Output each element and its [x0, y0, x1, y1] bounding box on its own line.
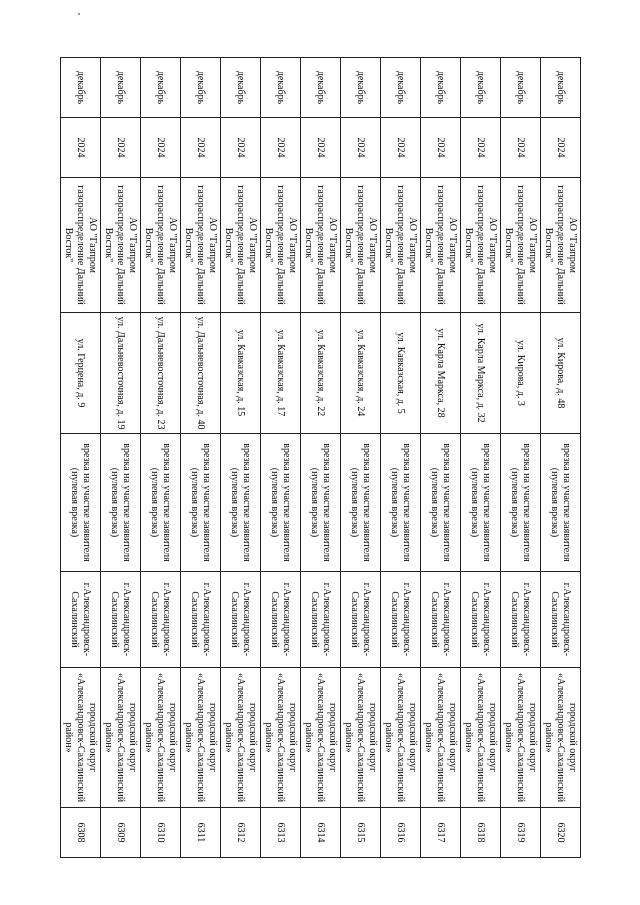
cell-district: городской округ «Александровск-Сахалинский район» — [461, 668, 501, 808]
cell-work-type: врезка на участке заявителя (нулевая врезка) — [221, 434, 261, 572]
table-row — [341, 58, 381, 858]
cell-organization: АО "Газпром газораспределение Дальний Восток" — [301, 178, 341, 313]
cell-address: ул. Кавказская, д. 15 — [221, 313, 261, 434]
cell-address: ул. Карла Маркса, д. 32 — [461, 313, 501, 434]
cell-year: 2024 — [261, 118, 301, 178]
cell-year: 2024 — [61, 118, 101, 178]
cell-number: 6312 — [221, 808, 261, 858]
cell-month: декабрь — [461, 58, 501, 118]
cell-address: ул. Кавказская, д. 24 — [341, 313, 381, 434]
cell-number: 6320 — [541, 808, 581, 858]
cell-district: городской округ «Александровск-Сахалинский район» — [541, 668, 581, 808]
cell-month: декабрь — [141, 58, 181, 118]
cell-address: ул. Карла Маркса, 28 — [421, 313, 461, 434]
table-row — [141, 58, 181, 858]
cell-work-type: врезка на участке заявителя (нулевая врезка) — [261, 434, 301, 572]
cell-address: ул. Дальневосточная, д. 40 — [181, 313, 221, 434]
cell-number: 6313 — [261, 808, 301, 858]
table-row — [421, 58, 461, 858]
cell-work-type: врезка на участке заявителя (нулевая врезка) — [541, 434, 581, 572]
cell-settlement: г.Александровск-Сахалинский — [181, 572, 221, 668]
cell-month: декабрь — [221, 58, 261, 118]
cell-address: ул. Дальневосточная, д. 19 — [101, 313, 141, 434]
cell-number: 6317 — [421, 808, 461, 858]
cell-organization: АО "Газпром газораспределение Дальний Восток" — [381, 178, 421, 313]
cell-year: 2024 — [501, 118, 541, 178]
cell-settlement: г.Александровск-Сахалинский — [221, 572, 261, 668]
cell-address: ул. Кирова, д. 48 — [541, 313, 581, 434]
cell-organization: АО "Газпром газораспределение Дальний Восток" — [181, 178, 221, 313]
cell-settlement: г.Александровск-Сахалинский — [61, 572, 101, 668]
cell-month: декабрь — [341, 58, 381, 118]
cell-address: ул. Кавказская, д. 17 — [261, 313, 301, 434]
gasification-table — [60, 57, 581, 858]
cell-month: декабрь — [301, 58, 341, 118]
cell-district: городской округ «Александровск-Сахалинский район» — [381, 668, 421, 808]
cell-organization: АО "Газпром газораспределение Дальний Восток" — [461, 178, 501, 313]
cell-number: 6318 — [461, 808, 501, 858]
cell-year: 2024 — [381, 118, 421, 178]
cell-settlement: г.Александровск-Сахалинский — [141, 572, 181, 668]
cell-number: 6319 — [501, 808, 541, 858]
cell-month: декабрь — [101, 58, 141, 118]
cell-address: ул. Кирова, д. 3 — [501, 313, 541, 434]
cell-organization: АО "Газпром газораспределение Дальний Восток" — [501, 178, 541, 313]
cell-month: декабрь — [421, 58, 461, 118]
cell-month: декабрь — [381, 58, 421, 118]
cell-organization: АО "Газпром газораспределение Дальний Восток" — [141, 178, 181, 313]
cell-settlement: г.Александровск-Сахалинский — [421, 572, 461, 668]
cell-work-type: врезка на участке заявителя (нулевая врезка) — [141, 434, 181, 572]
cell-year: 2024 — [141, 118, 181, 178]
cell-settlement: г.Александровск-Сахалинский — [381, 572, 421, 668]
cell-month: декабрь — [501, 58, 541, 118]
cell-number: 6309 — [101, 808, 141, 858]
table-row — [101, 58, 141, 858]
cell-address: ул. Дальневосточная, д. 23 — [141, 313, 181, 434]
table-row — [221, 58, 261, 858]
scan-speck — [78, 13, 80, 15]
cell-number: 6315 — [341, 808, 381, 858]
cell-year: 2024 — [221, 118, 261, 178]
cell-settlement: г.Александровск-Сахалинский — [541, 572, 581, 668]
cell-number: 6310 — [141, 808, 181, 858]
cell-district: городской округ «Александровск-Сахалинский район» — [261, 668, 301, 808]
cell-month: декабрь — [181, 58, 221, 118]
rotated-table-wrapper — [60, 57, 581, 857]
cell-organization: АО "Газпром газораспределение Дальний Восток" — [261, 178, 301, 313]
cell-year: 2024 — [101, 118, 141, 178]
table-row — [301, 58, 341, 858]
cell-work-type: врезка на участке заявителя (нулевая врезка) — [501, 434, 541, 572]
cell-district: городской округ «Александровск-Сахалинский район» — [141, 668, 181, 808]
cell-number: 6311 — [181, 808, 221, 858]
cell-organization: АО "Газпром газораспределение Дальний Восток" — [221, 178, 261, 313]
cell-organization: АО "Газпром газораспределение Дальний Восток" — [61, 178, 101, 313]
table-row — [381, 58, 421, 858]
cell-district: городской округ «Александровск-Сахалинский район» — [301, 668, 341, 808]
cell-work-type: врезка на участке заявителя (нулевая врезка) — [101, 434, 141, 572]
cell-organization: АО "Газпром газораспределение Дальний Восток" — [421, 178, 461, 313]
table-row — [181, 58, 221, 858]
cell-address: ул. Герцена, д. 9 — [61, 313, 101, 434]
cell-district: городской округ «Александровск-Сахалинский район» — [101, 668, 141, 808]
cell-organization: АО "Газпром газораспределение Дальний Восток" — [101, 178, 141, 313]
table-row — [261, 58, 301, 858]
cell-work-type: врезка на участке заявителя (нулевая врезка) — [181, 434, 221, 572]
table-row — [461, 58, 501, 858]
cell-settlement: г.Александровск-Сахалинский — [341, 572, 381, 668]
cell-month: декабрь — [541, 58, 581, 118]
cell-organization: АО "Газпром газораспределение Дальний Восток" — [341, 178, 381, 313]
cell-organization: АО "Газпром газораспределение Дальний Восток" — [541, 178, 581, 313]
table-body — [61, 58, 581, 858]
cell-year: 2024 — [181, 118, 221, 178]
cell-address: ул. Кавказская, д. 22 — [301, 313, 341, 434]
cell-work-type: врезка на участке заявителя (нулевая врезка) — [301, 434, 341, 572]
cell-number: 6308 — [61, 808, 101, 858]
cell-district: городской округ «Александровск-Сахалинский район» — [181, 668, 221, 808]
table-row — [61, 58, 101, 858]
cell-year: 2024 — [421, 118, 461, 178]
cell-district: городской округ «Александровск-Сахалинский район» — [501, 668, 541, 808]
cell-district: городской округ «Александровск-Сахалинский район» — [221, 668, 261, 808]
cell-settlement: г.Александровск-Сахалинский — [461, 572, 501, 668]
cell-month: декабрь — [261, 58, 301, 118]
cell-year: 2024 — [541, 118, 581, 178]
cell-work-type: врезка на участке заявителя (нулевая врезка) — [381, 434, 421, 572]
cell-work-type: врезка на участке заявителя (нулевая врезка) — [61, 434, 101, 572]
cell-settlement: г.Александровск-Сахалинский — [301, 572, 341, 668]
cell-work-type: врезка на участке заявителя (нулевая врезка) — [461, 434, 501, 572]
cell-settlement: г.Александровск-Сахалинский — [501, 572, 541, 668]
cell-work-type: врезка на участке заявителя (нулевая врезка) — [421, 434, 461, 572]
cell-work-type: врезка на участке заявителя (нулевая врезка) — [341, 434, 381, 572]
cell-address: ул. Кавказская, д. 5 — [381, 313, 421, 434]
cell-number: 6316 — [381, 808, 421, 858]
cell-district: городской округ «Александровск-Сахалинский район» — [421, 668, 461, 808]
cell-year: 2024 — [301, 118, 341, 178]
cell-year: 2024 — [341, 118, 381, 178]
cell-month: декабрь — [61, 58, 101, 118]
cell-settlement: г.Александровск-Сахалинский — [101, 572, 141, 668]
cell-district: городской округ «Александровск-Сахалинский район» — [61, 668, 101, 808]
cell-district: городской округ «Александровск-Сахалинский район» — [341, 668, 381, 808]
table-row — [541, 58, 581, 858]
cell-settlement: г.Александровск-Сахалинский — [261, 572, 301, 668]
cell-year: 2024 — [461, 118, 501, 178]
cell-number: 6314 — [301, 808, 341, 858]
table-row — [501, 58, 541, 858]
